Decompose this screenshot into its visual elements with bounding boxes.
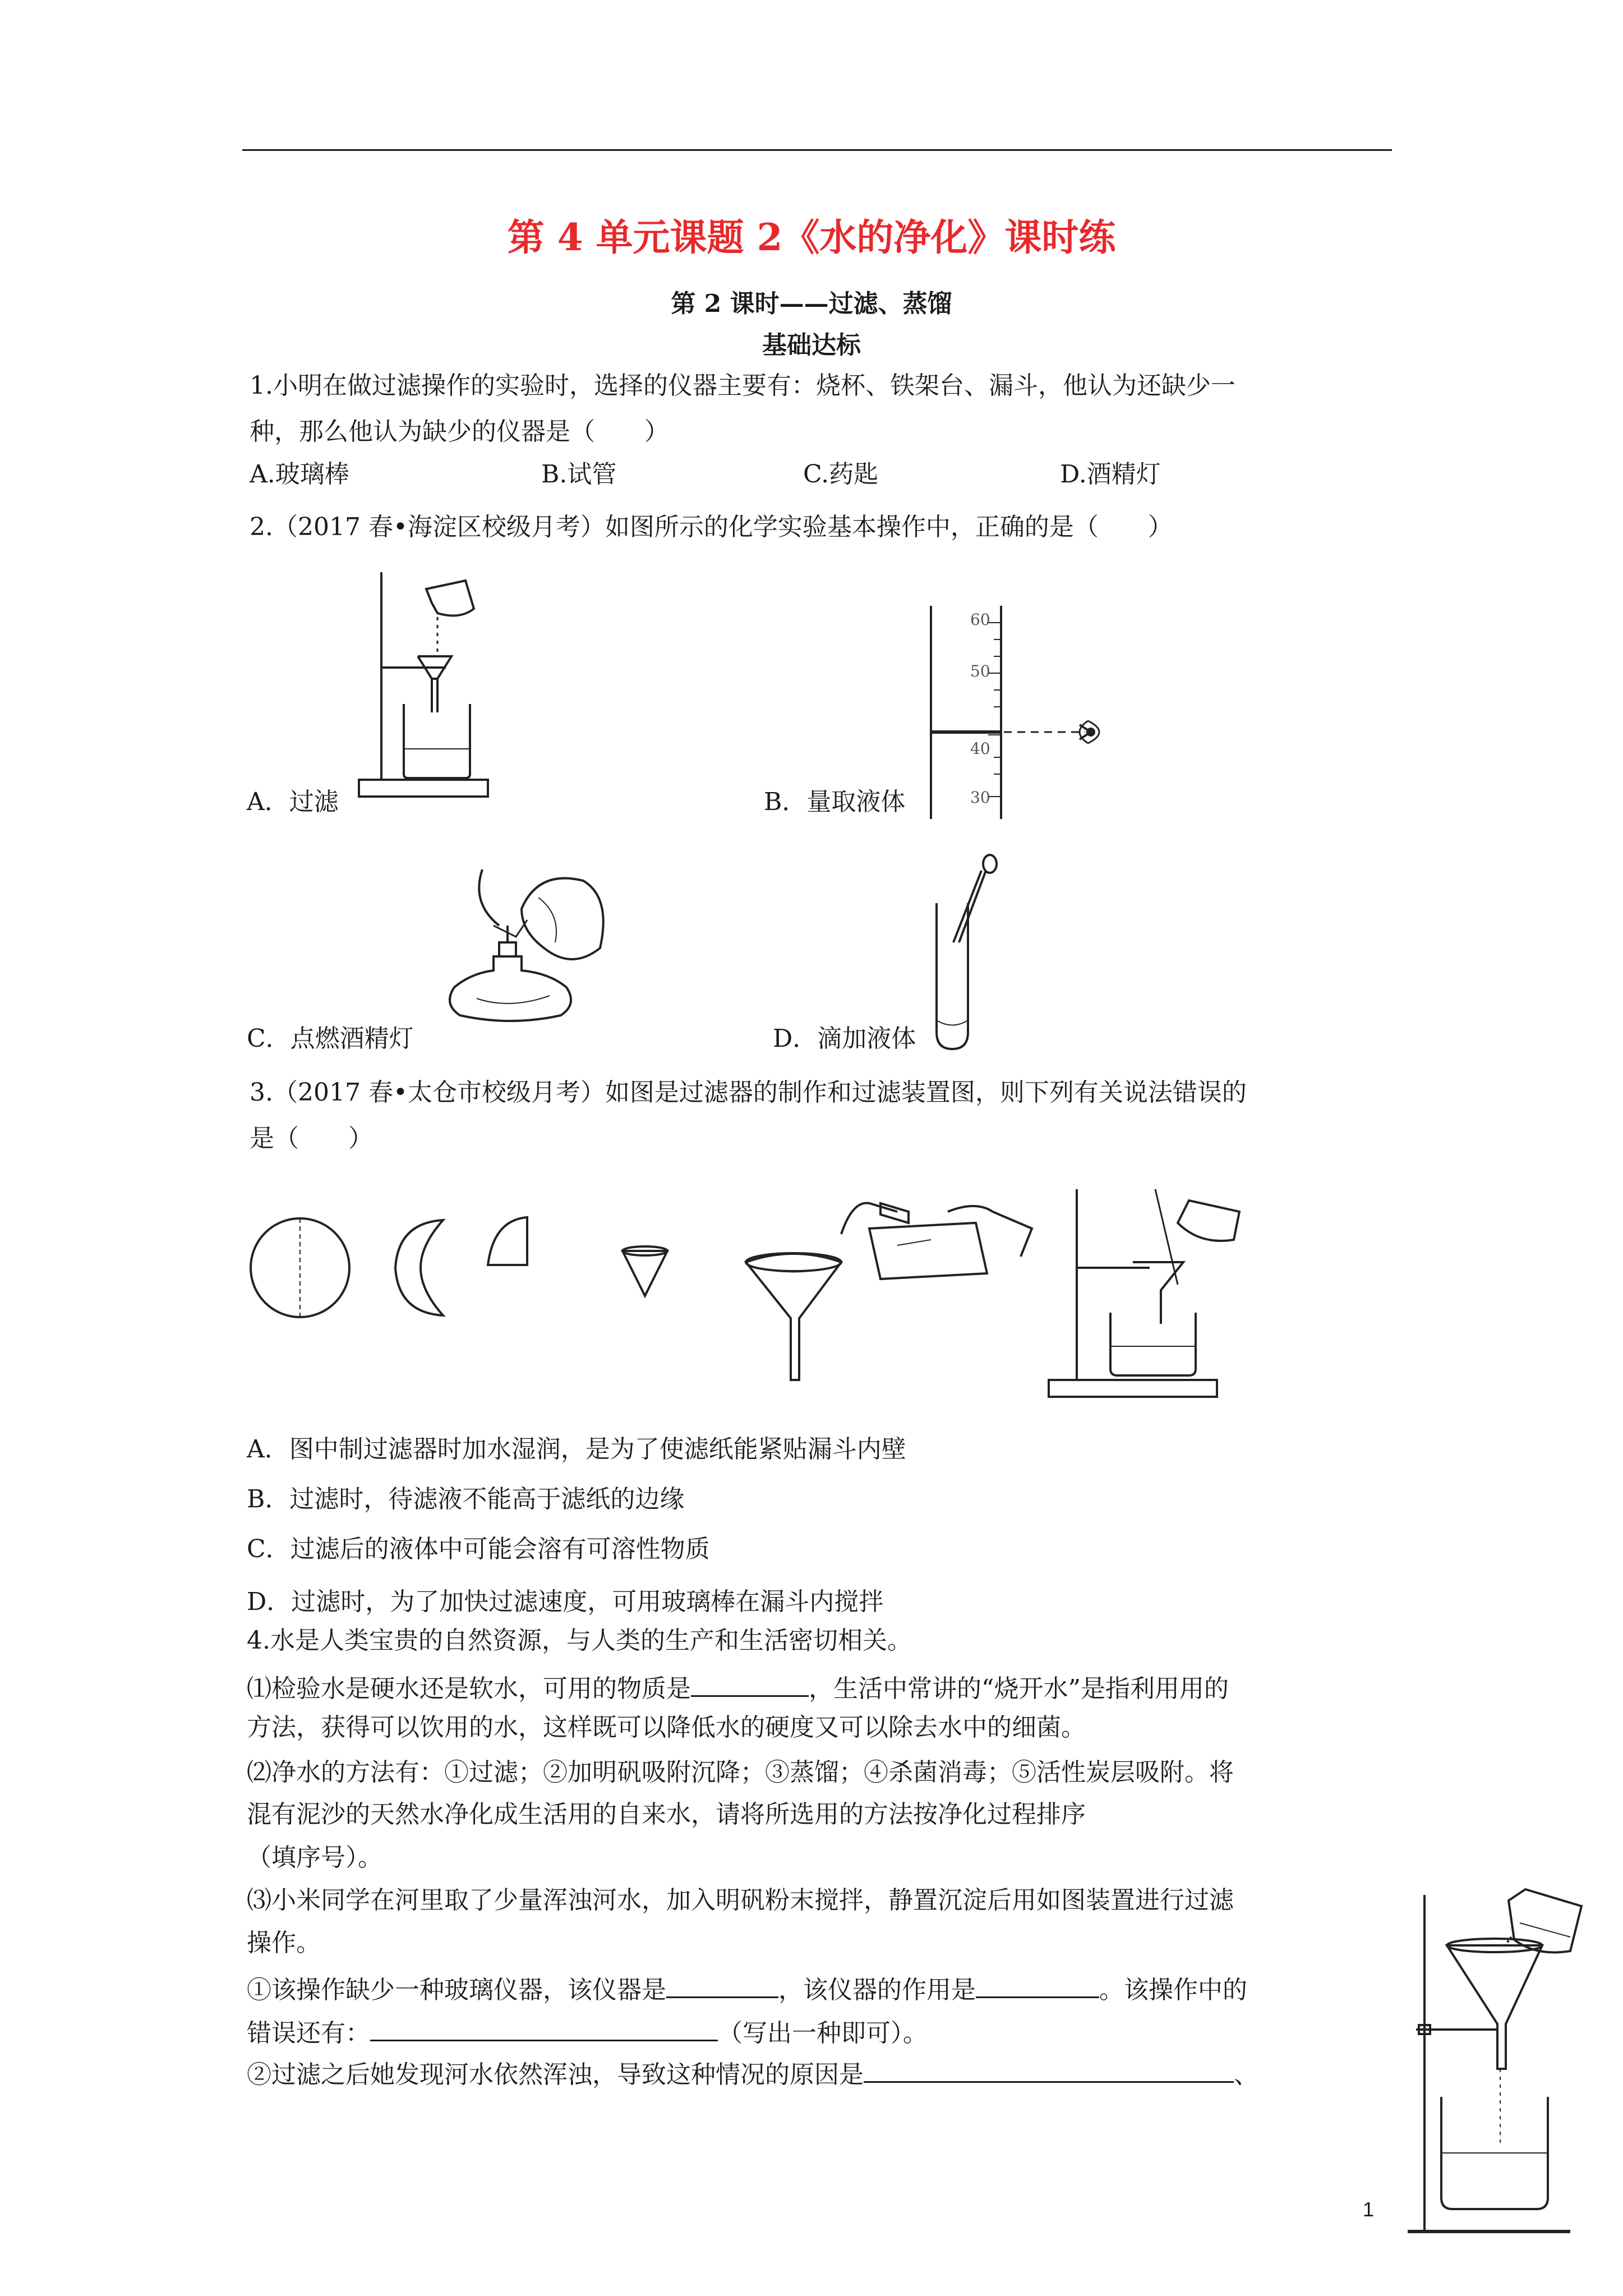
q3-filter-paper-folding	[247, 1178, 1368, 1402]
q4-blank-instrument-role[interactable]	[976, 1971, 1099, 1998]
q2-label-a: A．过滤	[247, 788, 339, 816]
q4-sub1-text-c: 。该操作中的	[1099, 1976, 1247, 2004]
q4-sub1-text-b: ，该仪器的作用是	[778, 1976, 976, 2004]
cylinder-tick-60: 60	[970, 610, 990, 629]
q1-stem-line2: 种，那么他认为缺少的仪器是（ ）	[250, 417, 669, 446]
q4-part1-text-a: ⑴检验水是硬水还是软水，可用的物质是	[247, 1674, 691, 1703]
q3-option-d: D．过滤时，为了加快过滤速度，可用玻璃棒在漏斗内搅拌	[247, 1588, 884, 1616]
q4-sub2-text-a: ②过滤之后她发现河水依然浑浊，导致这种情况的原因是	[247, 2060, 864, 2089]
q4-blank-hard-water-test[interactable]	[691, 1669, 809, 1697]
page-title: 第 4 单元课题 2《水的净化》课时练	[507, 215, 1116, 259]
q4-part2-line1: ⑵净水的方法有：①过滤；②加明矾吸附沉降；③蒸馏；④杀菌消毒；⑤活性炭层吸附。将	[247, 1758, 1234, 1787]
q4-part1-line2: 方法，获得可以饮用的水，这样既可以降低水的硬度又可以除去水中的细菌。	[247, 1713, 1086, 1742]
q2-label-b: B．量取液体	[764, 788, 906, 816]
q2-figure-alcohol-lamp	[437, 858, 617, 1049]
q1-stem-line1: 1.小明在做过滤操作的实验时，选择的仪器主要有：烧杯、铁架台、漏斗，他认为还缺少一	[250, 371, 1235, 400]
q4-blank-turbid-reason[interactable]	[864, 2055, 1234, 2083]
q4-sub2-text-b: 、	[1234, 2060, 1258, 2089]
q3-option-c: C．过滤后的液体中可能会溶有可溶性物质	[247, 1535, 710, 1563]
q2-figure-filtration	[348, 569, 494, 811]
q4-part3-line1: ⑶小米同学在河里取了少量浑浊河水，加入明矾粉末搅拌，静置沉淀后用如图装置进行过滤	[247, 1886, 1234, 1915]
q4-blank-other-error[interactable]	[370, 2014, 718, 2041]
q1-option-c: C.药匙	[803, 460, 879, 489]
q3-stem-line2: 是（ ）	[250, 1124, 373, 1153]
q3-option-b: B．过滤时，待滤液不能高于滤纸的边缘	[247, 1485, 685, 1513]
q4-sub1-text-a: ①该操作缺少一种玻璃仪器，该仪器是	[247, 1976, 666, 2004]
q4-part3-sub1-line2	[247, 2014, 928, 2050]
q2-label-c: C．点燃酒精灯	[247, 1024, 414, 1053]
q2-figure-cylinder	[920, 606, 1155, 819]
q1-option-b: B.试管	[541, 460, 617, 489]
header-rule	[242, 149, 1392, 151]
q4-part1-line1	[247, 1669, 1229, 1706]
q4-sub1-text-d: 错误还有：	[247, 2019, 370, 2047]
section-heading: 基础达标	[762, 331, 861, 360]
q4-filtration-apparatus-figure	[1402, 1884, 1593, 2248]
q4-part1-text-b: ，生活中常讲的“烧开水”是指利用用的	[809, 1674, 1229, 1703]
q4-part3-sub1-line1	[247, 1971, 1247, 2007]
cylinder-tick-40: 40	[970, 739, 990, 758]
q4-part3-line2: 操作。	[247, 1929, 321, 1957]
q2-label-d: D．滴加液体	[773, 1024, 916, 1053]
q1-option-d: D.酒精灯	[1060, 460, 1161, 489]
lesson-subtitle: 第 2 课时——过滤、蒸馏	[671, 289, 952, 318]
q4-part2-line3: （填序号）。	[247, 1843, 382, 1872]
q3-stem-line1: 3.（2017 春•太仓市校级月考）如图是过滤器的制作和过滤装置图，则下列有关说法错误的	[250, 1078, 1247, 1107]
page-number: 1	[1363, 2198, 1375, 2221]
q3-option-a: A．图中制过滤器时加水湿润，是为了使滤纸能紧贴漏斗内壁	[247, 1435, 906, 1464]
cylinder-tick-50: 50	[970, 662, 990, 680]
q4-intro: 4.水是人类宝贵的自然资源，与人类的生产和生活密切相关。	[247, 1626, 912, 1655]
q2-stem: 2.（2017 春•海淀区校级月考）如图所示的化学实验基本操作中，正确的是（ ）	[250, 513, 1173, 541]
q4-part3-sub2-line	[247, 2055, 1258, 2092]
q4-part2-line2: 混有泥沙的天然水净化成生活用的自来水，请将所选用的方法按净化过程排序	[247, 1800, 1086, 1829]
cylinder-tick-30: 30	[970, 788, 990, 807]
q4-blank-instrument[interactable]	[666, 1971, 778, 1998]
q2-figure-dropper	[925, 853, 998, 1055]
q4-sub1-text-e: （写出一种即可）。	[718, 2019, 928, 2047]
q1-option-a: A.玻璃棒	[250, 460, 349, 489]
